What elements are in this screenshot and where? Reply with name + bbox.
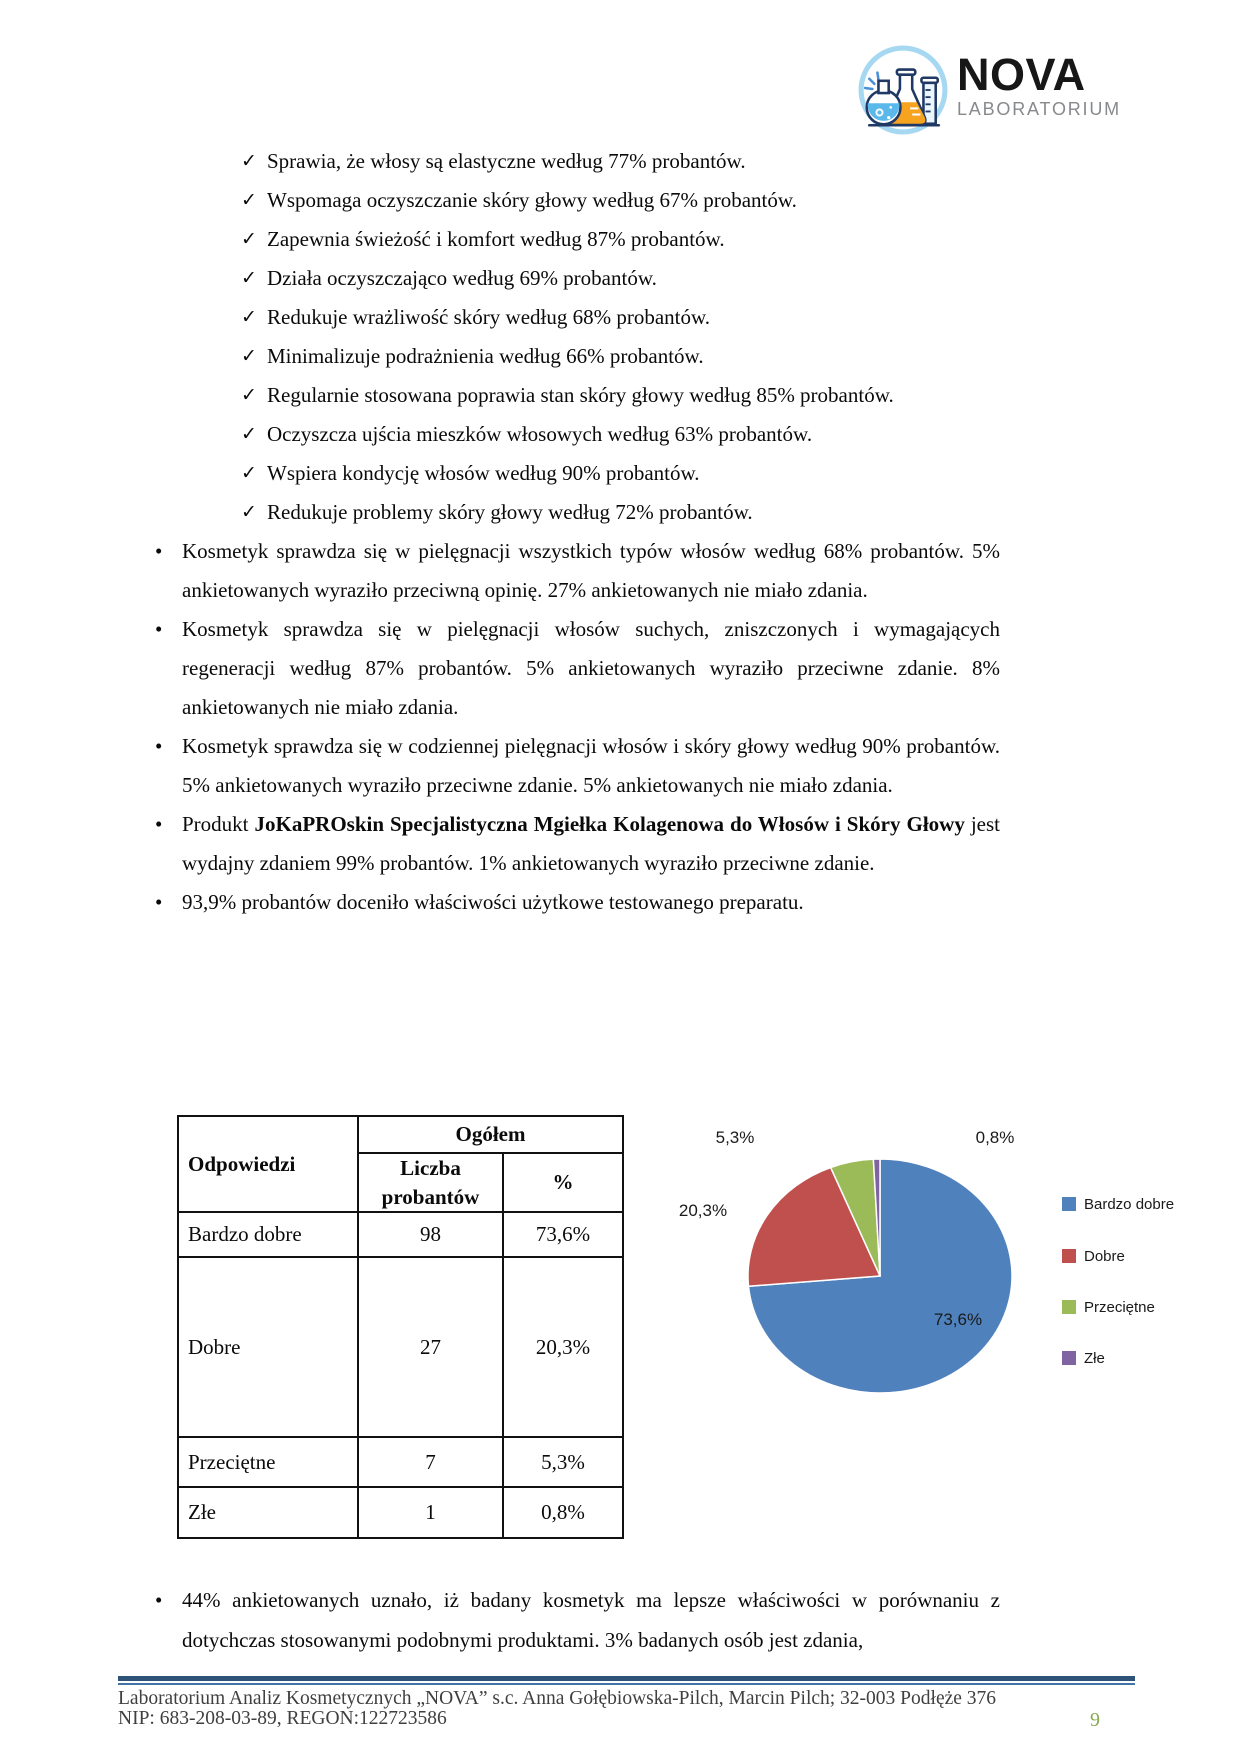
row-percent: 20,3% — [503, 1257, 623, 1437]
legend-item — [1062, 1194, 1174, 1214]
logo-name: NOVA — [957, 49, 1086, 100]
paragraph-text: 93,9% probantów doceniło właściwości użytkowe testowanego preparatu. — [182, 890, 804, 914]
paragraph-text: Kosmetyk sprawdza się w pielęgnacji włosów suchych, zniszczonych i wymagających regeneracji według 87% probantów. 5% ankietowanych wyraziło przeciwne zdanie. 8% ankietowanych nie miało zdania. — [182, 617, 1000, 719]
row-percent: 73,6% — [503, 1212, 623, 1257]
checklist-item — [155, 415, 1000, 454]
bullet-icon: • — [155, 734, 163, 758]
table-header-percent: % — [503, 1153, 623, 1212]
check-icon: ✓ — [241, 384, 257, 406]
bullet-icon: • — [155, 812, 163, 836]
bullet-paragraph — [155, 1580, 1000, 1660]
table-row — [178, 1257, 623, 1437]
row-label: Dobre — [178, 1257, 358, 1437]
bullet-paragraph — [155, 805, 1000, 883]
checklist-item-text: Sprawia, że włosy są elastyczne według 77% probantów. — [267, 149, 746, 173]
check-icon: ✓ — [241, 189, 257, 211]
checklist-item — [155, 181, 1000, 220]
check-icon: ✓ — [241, 501, 257, 523]
legend-item — [1062, 1348, 1105, 1368]
check-icon: ✓ — [241, 150, 257, 172]
round-flask-icon — [867, 81, 901, 124]
checklist-item — [155, 298, 1000, 337]
paragraph-text: 44% ankietowanych uznało, iż badany kosmetyk ma lepsze właściwości w porównaniu z dotychczas stosowanymi podobnymi produktami. 3% badanych osób jest zdania, — [182, 1588, 1000, 1652]
check-icon: ✓ — [241, 306, 257, 328]
checklist-item-text: Zapewnia świeżość i komfort według 87% probantów. — [267, 227, 725, 251]
row-count: 7 — [358, 1437, 503, 1487]
pie-label-bardzo-dobre: 73,6% — [933, 1310, 983, 1329]
bullet-icon: • — [155, 890, 163, 914]
bullet-paragraph — [155, 532, 1000, 610]
footer-line1: Laboratorium Analiz Kosmetycznych „NOVA” s.c. Anna Gołębiowska-Pilch, Marcin Pilch; 32-003 Podłęże 376 — [118, 1688, 997, 1709]
row-count: 27 — [358, 1257, 503, 1437]
row-percent: 5,3% — [503, 1437, 623, 1487]
checklist-item — [155, 220, 1000, 259]
row-count: 98 — [358, 1212, 503, 1257]
check-icon: ✓ — [241, 228, 257, 250]
checklist-item-text: Minimalizuje podrażnienia według 66% probantów. — [267, 344, 704, 368]
bullet-icon: • — [155, 539, 163, 563]
company-logo — [857, 44, 1121, 139]
checklist-item — [155, 337, 1000, 376]
legend-item — [1062, 1297, 1155, 1317]
legend-label: Dobre — [1084, 1247, 1125, 1265]
sparkle-icon — [865, 73, 878, 89]
bullet-paragraph — [155, 727, 1000, 805]
checklist-item — [155, 142, 1000, 181]
footer-divider — [118, 1676, 1135, 1685]
paragraph-text: Produkt JoKaPROskin Specjalistyczna Mgiełka Kolagenowa do Włosów i Skóry Głowy jest wydajny zdaniem 99% probantów. 1% ankietowanych wyraziło przeciwne zdanie. — [182, 812, 1000, 875]
checklist — [155, 142, 1000, 532]
bullet-icon: • — [155, 617, 163, 641]
table-header-count: Liczba probantów — [358, 1153, 503, 1212]
page-footer — [118, 1689, 1078, 1729]
row-label: Złe — [178, 1487, 358, 1538]
pie-chart — [630, 1100, 1241, 1400]
checklist-item — [155, 376, 1000, 415]
check-icon: ✓ — [241, 462, 257, 484]
row-count: 1 — [358, 1487, 503, 1538]
legend-item — [1062, 1246, 1125, 1266]
checklist-item-text: Redukuje wrażliwość skóry według 68% probantów. — [267, 305, 711, 329]
table-header-total: Ogółem — [358, 1116, 623, 1153]
checklist-item-text: Regularnie stosowana poprawia stan skóry głowy według 85% probantów. — [267, 383, 894, 407]
legend-swatch-icon — [1062, 1249, 1076, 1263]
checklist-item — [155, 454, 1000, 493]
checklist-item-text: Wspomaga oczyszczanie skóry głowy według 67% probantów. — [267, 188, 797, 212]
checklist-item — [155, 259, 1000, 298]
checklist-item-text: Redukuje problemy skóry głowy według 72% probantów. — [267, 500, 753, 524]
product-name: JoKaPROskin Specjalistyczna Mgiełka Kolagenowa do Włosów i Skóry Głowy — [254, 812, 965, 836]
check-icon: ✓ — [241, 345, 257, 367]
paragraph-text: Kosmetyk sprawdza się w codziennej pielęgnacji włosów i skóry głowy według 90% probantów. 5% ankietowanych wyraziło przeciwne zdanie. 5% ankietowanych nie miało zdania. — [182, 734, 1000, 797]
bullet-paragraph — [155, 883, 1000, 922]
pie-label-przecietne: 5,3% — [715, 1128, 755, 1147]
check-icon: ✓ — [241, 267, 257, 289]
table-row — [178, 1437, 623, 1487]
checklist-item-text: Działa oczyszczająco według 69% probantów. — [267, 266, 657, 290]
table-row — [178, 1487, 623, 1538]
paragraph-text: Kosmetyk sprawdza się w pielęgnacji wszystkich typów włosów według 68% probantów. 5% ankietowanych wyraziło przeciwną opinię. 27% ankietowanych nie miało zdania. — [182, 539, 1000, 602]
checklist-item-text: Wspiera kondycję włosów według 90% probantów. — [267, 461, 700, 485]
lab-flasks-icon — [857, 44, 949, 136]
legend-swatch-icon — [1062, 1197, 1076, 1211]
row-label: Przeciętne — [178, 1437, 358, 1487]
table-row — [178, 1212, 623, 1257]
legend-label: Przeciętne — [1084, 1298, 1155, 1316]
legend-label: Bardzo dobre — [1084, 1195, 1175, 1213]
pie-label-zle: 0,8% — [975, 1128, 1015, 1147]
table-header-responses: Odpowiedzi — [178, 1116, 358, 1212]
bullet-icon: • — [155, 1588, 163, 1612]
check-icon: ✓ — [241, 423, 257, 445]
results-table — [177, 1115, 624, 1539]
bullet-paragraph — [155, 610, 1000, 727]
pie-label-dobre: 20,3% — [678, 1201, 728, 1220]
page-number: 9 — [1090, 1709, 1100, 1731]
report-body — [155, 142, 1000, 922]
legend-swatch-icon — [1062, 1300, 1076, 1314]
checklist-item-text: Oczyszcza ujścia mieszków włosowych według 63% probantów. — [267, 422, 813, 446]
row-percent: 0,8% — [503, 1487, 623, 1538]
logo-subtitle: LABORATORIUM — [957, 99, 1121, 119]
legend-label: Złe — [1084, 1349, 1105, 1367]
checklist-item — [155, 493, 1000, 532]
row-label: Bardzo dobre — [178, 1212, 358, 1257]
footer-line2: NIP: 683-208-03-89, REGON:122723586 — [118, 1708, 447, 1729]
legend-swatch-icon — [1062, 1351, 1076, 1365]
